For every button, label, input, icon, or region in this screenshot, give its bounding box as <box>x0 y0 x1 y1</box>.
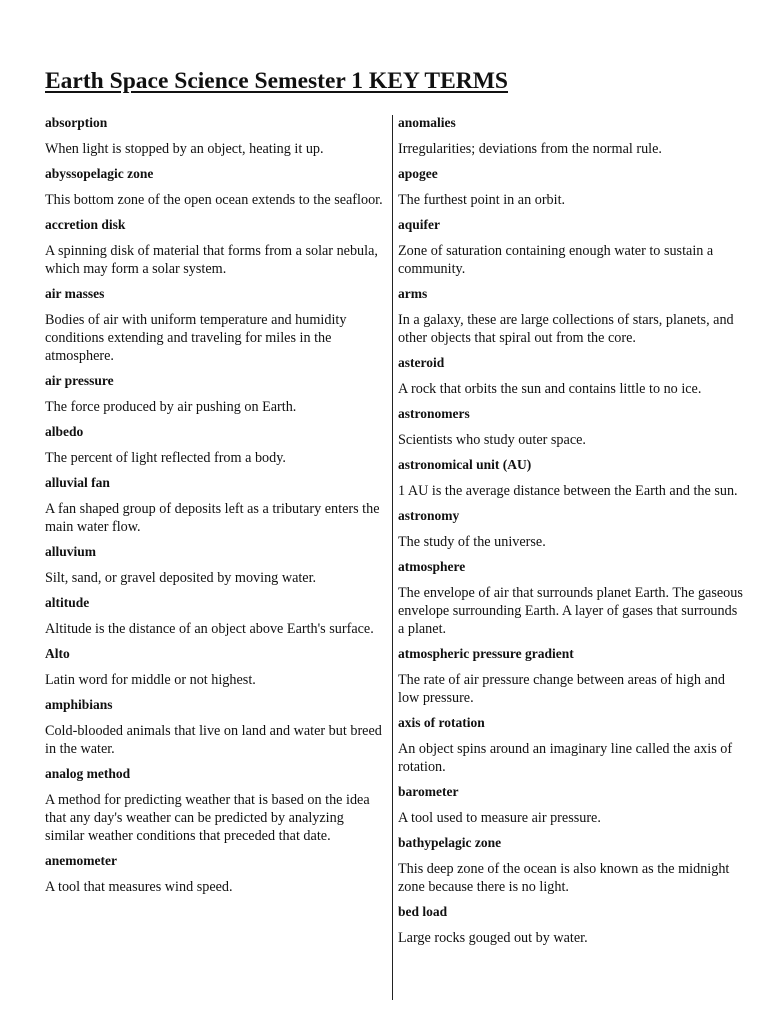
term-entry <box>45 286 385 365</box>
term-entry <box>398 406 743 449</box>
term-entry <box>45 853 385 896</box>
term-definition: Irregularities; deviations from the normal rule. <box>398 141 662 157</box>
term-entry <box>45 697 385 758</box>
term-name: alluvial fan <box>45 475 110 490</box>
term-definition: The furthest point in an orbit. <box>398 192 566 208</box>
term-name: amphibians <box>45 697 113 712</box>
term-definition: An object spins around an imaginary line called the axis of rotation. <box>398 741 733 775</box>
term-entry <box>398 286 743 347</box>
term-entry <box>45 475 385 536</box>
term-definition: A tool that measures wind speed. <box>45 879 233 895</box>
term-entry <box>398 559 743 638</box>
term-definition: The envelope of air that surrounds planet Earth. The gaseous envelope surrounding Earth. A layer of gases that surrounds a planet. <box>398 585 743 637</box>
term-name: atmospheric pressure gradient <box>398 646 574 661</box>
term-name: axis of rotation <box>398 715 485 730</box>
term-definition: The percent of light reflected from a body. <box>45 450 286 466</box>
term-name: anemometer <box>45 853 117 868</box>
term-definition: A rock that orbits the sun and contains little to no ice. <box>398 381 702 397</box>
term-entry <box>398 835 743 896</box>
term-definition: Zone of saturation containing enough water to sustain a community. <box>398 243 714 277</box>
term-definition: This deep zone of the ocean is also known as the midnight zone because there is no light. <box>398 861 730 895</box>
term-entry <box>45 115 385 158</box>
term-entry <box>45 595 385 638</box>
term-definition: A fan shaped group of deposits left as a tributary enters the main water flow. <box>45 501 380 535</box>
right-term-column <box>398 115 743 955</box>
term-entry <box>398 457 743 500</box>
term-definition: This bottom zone of the open ocean extends to the seafloor. <box>45 192 383 208</box>
term-definition: A spinning disk of material that forms from a solar nebula, which may form a solar system. <box>45 243 378 277</box>
term-definition: Altitude is the distance of an object above Earth's surface. <box>45 621 374 637</box>
term-entry <box>45 217 385 278</box>
term-entry <box>398 166 743 209</box>
left-term-column <box>45 115 385 904</box>
term-entry <box>45 544 385 587</box>
term-entry <box>45 766 385 845</box>
column-divider <box>392 115 393 1000</box>
term-name: atmosphere <box>398 559 466 574</box>
term-name: asteroid <box>398 355 445 370</box>
term-definition: Bodies of air with uniform temperature and humidity conditions extending and traveling for miles in the atmosphere. <box>45 312 347 364</box>
term-definition: Latin word for middle or not highest. <box>45 672 256 688</box>
term-name: albedo <box>45 424 84 439</box>
term-name: altitude <box>45 595 90 610</box>
term-entry <box>398 217 743 278</box>
term-definition: The study of the universe. <box>398 534 546 550</box>
term-name: anomalies <box>398 115 456 130</box>
term-name: alluvium <box>45 544 97 559</box>
term-definition: Scientists who study outer space. <box>398 432 586 448</box>
term-definition: Large rocks gouged out by water. <box>398 930 588 946</box>
term-entry <box>45 166 385 209</box>
term-name: arms <box>398 286 428 301</box>
term-entry <box>45 646 385 689</box>
term-definition: The force produced by air pushing on Earth. <box>45 399 297 415</box>
term-entry <box>45 373 385 416</box>
term-name: air masses <box>45 286 105 301</box>
term-definition: Silt, sand, or gravel deposited by moving water. <box>45 570 317 586</box>
term-name: analog method <box>45 766 131 781</box>
term-definition: A method for predicting weather that is based on the idea that any day's weather can be predicted by analyzing similar weather conditions that preceded that date. <box>45 792 370 844</box>
page-title: Earth Space Science Semester 1 KEY TERMS <box>45 68 509 94</box>
term-definition: 1 AU is the average distance between the Earth and the sun. <box>398 483 738 499</box>
term-name: absorption <box>45 115 108 130</box>
term-entry <box>398 508 743 551</box>
term-name: astronomers <box>398 406 470 421</box>
term-name: accretion disk <box>45 217 126 232</box>
term-entry <box>398 646 743 707</box>
term-definition: The rate of air pressure change between areas of high and low pressure. <box>398 672 725 706</box>
term-name: astronomy <box>398 508 460 523</box>
term-entry <box>398 355 743 398</box>
term-entry <box>398 904 743 947</box>
term-name: air pressure <box>45 373 114 388</box>
term-name: bathypelagic zone <box>398 835 502 850</box>
term-name: astronomical unit (AU) <box>398 457 532 472</box>
term-name: abyssopelagic zone <box>45 166 154 181</box>
term-entry <box>398 715 743 776</box>
term-definition: In a galaxy, these are large collections of stars, planets, and other objects that spiral out from the core. <box>398 312 734 346</box>
term-name: barometer <box>398 784 459 799</box>
term-name: Alto <box>45 646 70 661</box>
term-definition: A tool used to measure air pressure. <box>398 810 601 826</box>
term-entry <box>398 115 743 158</box>
term-name: bed load <box>398 904 448 919</box>
term-name: apogee <box>398 166 438 181</box>
term-entry <box>45 424 385 467</box>
term-name: aquifer <box>398 217 440 232</box>
term-entry <box>398 784 743 827</box>
term-definition: When light is stopped by an object, heating it up. <box>45 141 324 157</box>
term-definition: Cold-blooded animals that live on land and water but breed in the water. <box>45 723 382 757</box>
